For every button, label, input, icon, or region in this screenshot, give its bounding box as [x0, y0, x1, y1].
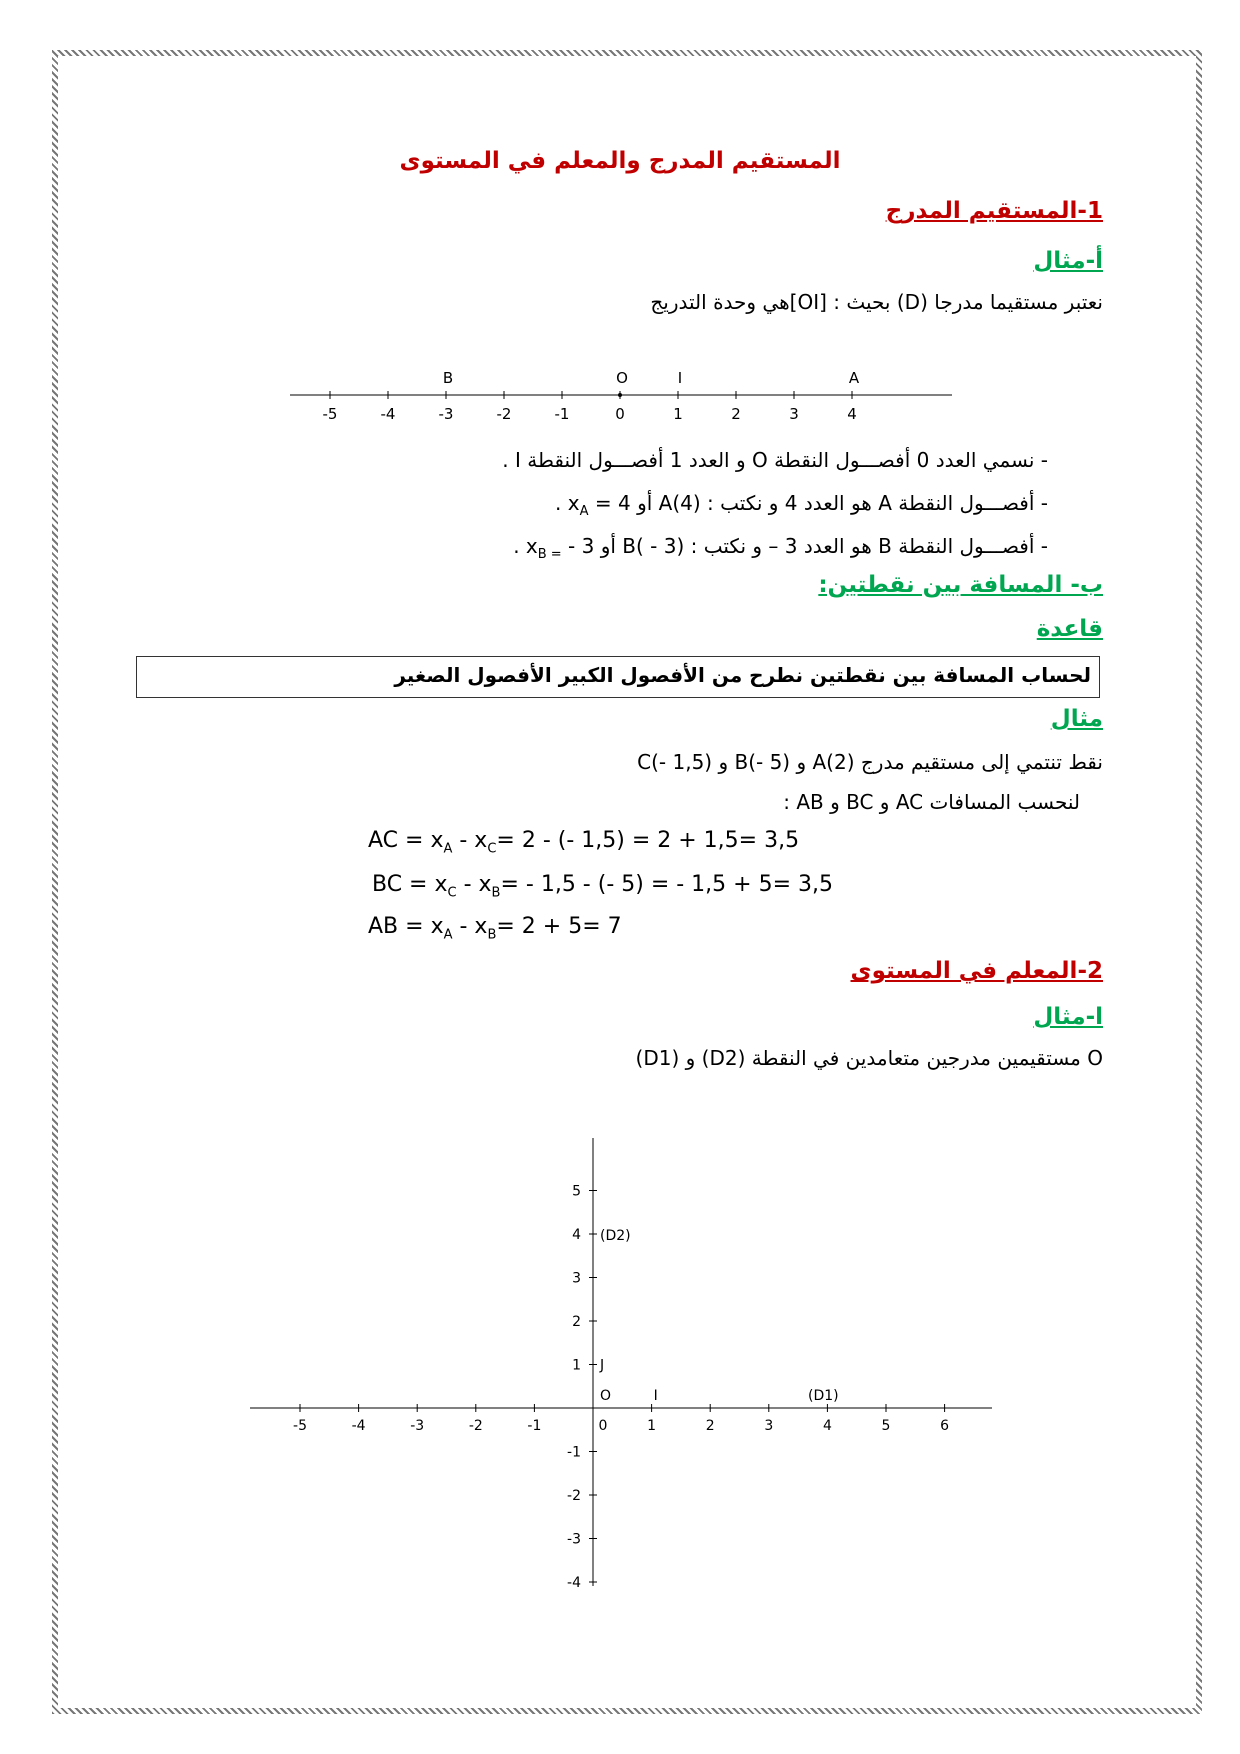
number-line-tick-label: 3 [789, 405, 799, 423]
x-axis-tick-label: -4 [351, 1418, 366, 1434]
example2-line1: C(- 1,5) و B(- 5) و A(2) نقط تنتمي إلى مستقيم مدرج [637, 750, 1103, 774]
number-line-tick-label: -1 [554, 405, 570, 423]
x-axis-tick-label: 4 [822, 1418, 832, 1434]
formula-ab: AB = $x_A - x_B= 2 + 5= 7$ [368, 914, 622, 943]
x-axis-tick-label: -3 [410, 1418, 425, 1434]
section2-intro: (D1) و (D2) مستقيمين مدرجين متعامدين في النقطة O [635, 1046, 1103, 1070]
formula-ac: AC = $x_A - x_C= 2$ - (- 1,5) = 2 + 1,5= 3,5 [368, 828, 800, 857]
x-axis-tick-label: -5 [293, 1418, 307, 1434]
d1-label: (D1) [808, 1388, 839, 1404]
number-line-tick-label: 2 [731, 405, 741, 423]
y-axis-tick-label: 4 [572, 1227, 581, 1243]
number-line [280, 362, 960, 432]
y-axis-tick-label: 2 [572, 1314, 581, 1330]
coordinate-system [240, 1130, 1000, 1590]
d2-label: (D2) [600, 1228, 631, 1244]
number-line-point-label: I [677, 369, 683, 387]
x-axis-tick-label: -1 [527, 1418, 542, 1434]
section1-heading: 1-المستقيم المدرج [885, 198, 1103, 224]
i-label: I [653, 1388, 658, 1404]
distance-heading: ب- المسافة بين نقطتين: [818, 572, 1103, 598]
section2-heading: 2-المعلم في المستوى [850, 958, 1103, 984]
number-line-tick-label: 1 [673, 405, 683, 423]
o-label: O [600, 1388, 612, 1404]
y-axis-tick-label: -4 [567, 1575, 581, 1590]
rule-heading: قاعدة [1036, 616, 1103, 642]
x-axis-tick-label: 2 [705, 1418, 715, 1434]
y-axis-tick-label: -1 [567, 1444, 581, 1461]
page-title: المستقيم المدرج والمعلم في المستوى [399, 148, 841, 174]
number-line-point-label: A [848, 369, 860, 387]
number-line-point-label: B [442, 369, 454, 387]
bullet-2: - أفصـــول النقطة A هو العدد 4 و نكتب : A(4) أو $x_A = 4$ . [555, 491, 1048, 519]
rule-box: لحساب المسافة بين نقطتين نطرح من الأفصول الكبير الأفصول الصغير [136, 656, 1100, 698]
section1-intro: نعتبر مستقيما مدرجا (D) بحيث : [OI]هي وحدة التدريج [650, 290, 1103, 314]
y-axis-tick-label: -2 [567, 1488, 581, 1504]
number-line-tick-label: 0 [615, 405, 625, 423]
section2-example-heading: ا-مثال [1033, 1004, 1103, 1030]
formula-bc: BC = $x_C - x_B= - 1,5$ - (- 5) = - 1,5 + 5= 3,5 [372, 872, 834, 901]
y-axis-tick-label: 5 [572, 1183, 581, 1200]
bullet-1: - نسمي العدد 0 أفصـــول النقطة O و العدد 1 أفصـــول النقطة I . [502, 448, 1048, 472]
y-axis-tick-label: 3 [572, 1270, 581, 1287]
number-line-tick-label: 4 [847, 405, 857, 423]
example2-line2: لنحسب المسافات AC و BC و AB : [783, 790, 1080, 814]
x-axis-tick-label: 5 [881, 1418, 891, 1434]
y-axis-tick-label: -3 [567, 1531, 581, 1548]
number-line-tick-label: -4 [380, 405, 396, 423]
number-line-point-label: O [616, 369, 628, 387]
section1-example-heading: أ-مثال [1033, 248, 1103, 274]
x-axis-tick-label: 1 [647, 1418, 657, 1434]
x-axis-tick-label: -2 [468, 1418, 483, 1434]
x-axis-tick-label: 6 [940, 1418, 950, 1434]
origin-dot [618, 393, 622, 397]
example2-heading: مثال [1050, 706, 1103, 732]
number-line-tick-label: -5 [322, 405, 338, 423]
y-axis-tick-label: 1 [572, 1357, 581, 1374]
number-line-tick-label: -3 [438, 405, 454, 423]
x-axis-tick-label: 3 [764, 1418, 774, 1434]
x-axis-tick-label: 0 [598, 1418, 608, 1434]
bullet-3: - أفصـــول النقطة B هو العدد 3 – و نكتب : B( - 3) أو $x_{B =} - 3$ . [513, 534, 1048, 562]
j-label: J [600, 1357, 605, 1374]
number-line-tick-label: -2 [496, 405, 512, 423]
